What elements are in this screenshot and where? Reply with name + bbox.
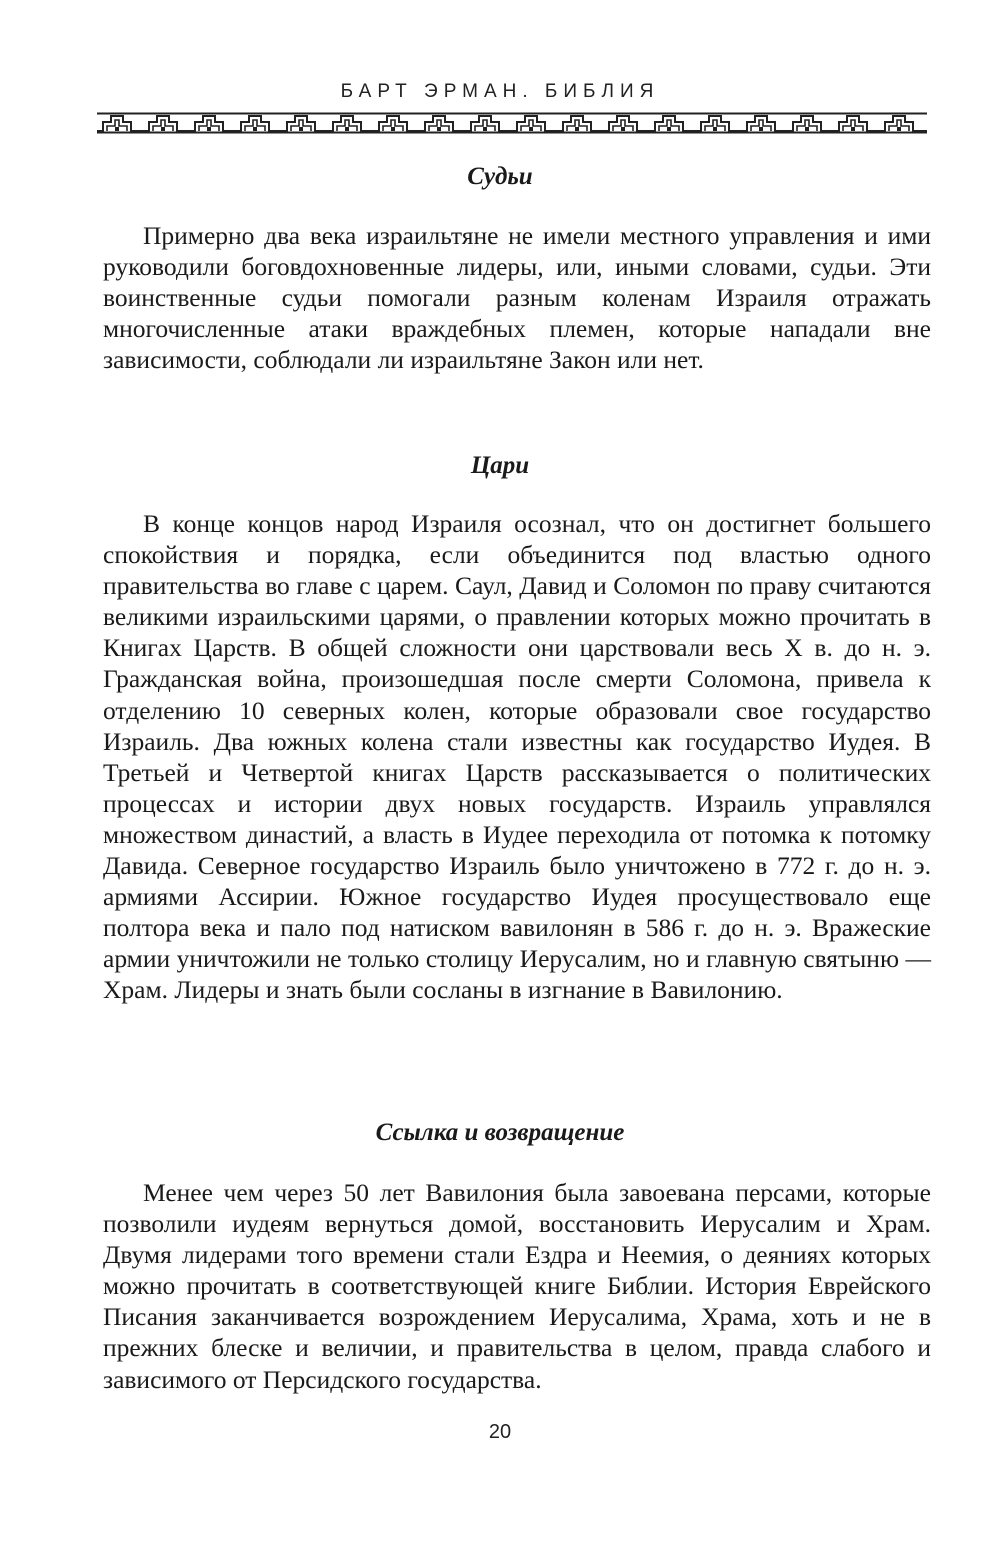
section-title-kings: Цари bbox=[470, 452, 530, 479]
page-number: 20 bbox=[488, 1421, 512, 1443]
section-title-judges: Судьи bbox=[467, 163, 533, 190]
paragraph-exile-and-return: Менее чем через 50 лет Вавилония была завоевана персами, которые позволили иудеям вернуться домой, восстановить Иерусалим и Храм. Двумя лидерами того времени стали Ездра и Неемия, о деяниях которых можно прочитать в соответствующей книге Библии. История Еврейского Писания заканчивается возрождением Иерусалима, Храма, хоть и не в прежних блеске и величии, и правительства в целом, правда слабого и зависимого от Персидского государства. bbox=[103, 1178, 931, 1394]
header-ornament-border bbox=[97, 112, 927, 134]
paragraph-judges: Примерно два века израильтяне не имели местного управления и ими руководили боговдохновенные лидеры, или, иными словами, судьи. Эти воинственные судьи помогали разным коленам Израиля отражать многочисленные атаки враждебных племен, которые нападали вне зависимости, соблюдали ли израильтяне Закон или нет. bbox=[103, 221, 931, 375]
section-title-exile-and-return: Ссылка и возвращение bbox=[375, 1119, 625, 1146]
running-head-title: БАРТ ЭРМАН. БИБЛИЯ bbox=[340, 81, 660, 102]
paragraph-kings: В конце концов народ Израиля осознал, что он достигнет большего спокойствия и порядка, если объединится под властью одного правительства во главе с царем. Саул, Давид и Соломон по праву считаются великими израильскими царями, о правлении которых можно прочитать в Книгах Царств. В общей сложности они царствовали весь X в. до н. э. Гражданская война, произошедшая после смерти Соломона, привела к отделению 10 северных колен, которые образовали свое государство Израиль. Два южных колена стали известны как государство Иудея. В Третьей и Четвертой книгах Царств рассказывается о политических процессах и истории двух новых государств. Израиль управлялся множеством династий, а власть в Иудее переходила от потомка к потомку Давида. Северное государство Израиль было уничтожено в 772 г. до н. э. армиями Ассирии. Южное государство Иудея просуществовало еще полтора века и пало под натиском вавилонян в 586 г. до н. э. Вражеские армии уничтожили не только столицу Иерусалим, но и главную святыню — Храм. Лидеры и знать были сосланы в изгнание в Вавилонию. bbox=[103, 509, 931, 1005]
